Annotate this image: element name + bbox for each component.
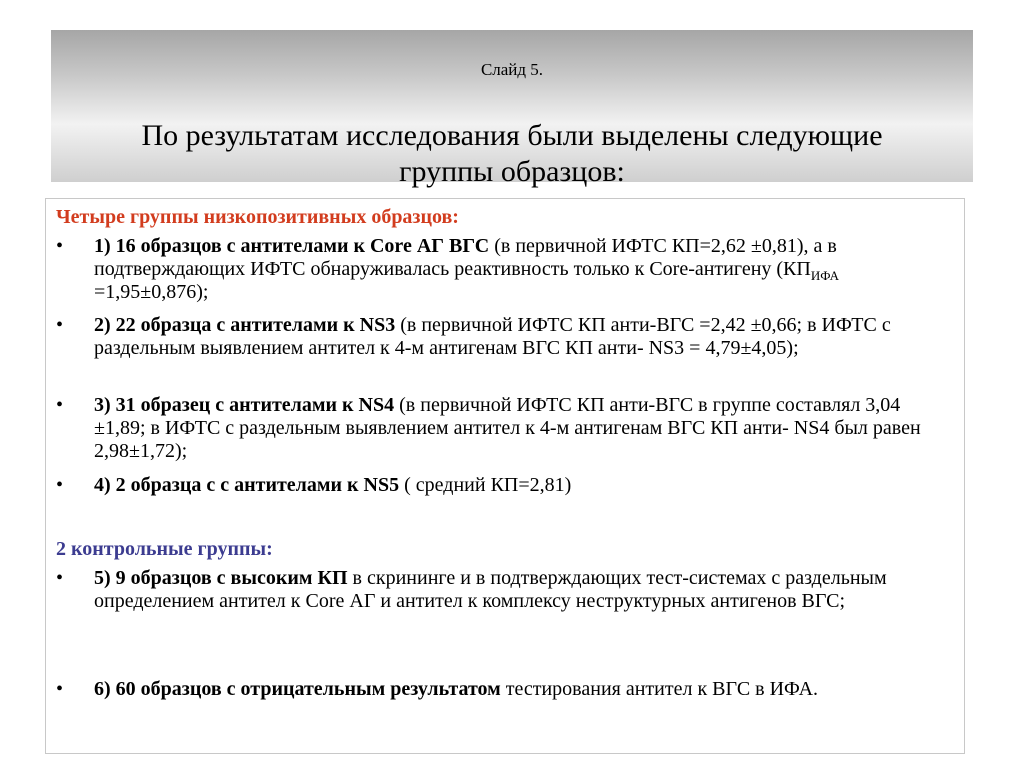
list-item-group-4 [56, 474, 956, 497]
bullet-icon: • [56, 474, 64, 496]
list-item-text [94, 314, 956, 360]
list-item-group-6 [56, 678, 956, 701]
subscript-label: ИФА [810, 268, 840, 283]
bullet-icon: • [56, 678, 64, 700]
list-item-group-3 [56, 394, 956, 463]
list-item-bold-label: 2) 22 образца с антителами к NS3 [94, 314, 396, 336]
slide-title-box [51, 30, 973, 188]
bullet-icon: • [56, 314, 64, 336]
list-item-bold-label: 1) 16 образцов с антителами к Core АГ ВГС [94, 235, 490, 257]
list-item-description: тестирования антител к ВГС в ИФА. [500, 678, 819, 700]
list-item-description: (в первичной ИФТС КП=2,62 ±0,81), а в подтверждающих ИФТС обнаруживалась реактивность только к Core-антигену (КП [94, 235, 837, 280]
list-item-group-2 [56, 314, 956, 360]
list-item-text [94, 394, 956, 463]
list-item-description: в скрининге и в подтверждающих тест-системах с раздельным определением антител к Core АГ и антител к комплексу неструктурных антигенов ВГС; [94, 567, 887, 612]
slide-number-label: Слайд 5. [480, 60, 544, 79]
list-item-text [94, 474, 956, 497]
list-item-text [94, 235, 956, 304]
list-item-text [94, 567, 956, 613]
list-item-group-5 [56, 567, 956, 613]
bullet-icon: • [56, 235, 64, 257]
list-item-description: (в первичной ИФТС КП анти-ВГС в группе составлял 3,04 ±1,89; в ИФТС с раздельным выявлением антител к 4-м антигенам ВГС КП анти- NS4 был равен 2,98±1,72); [94, 394, 921, 462]
low-positive-groups-heading: Четыре группы низкопозитивных образцов: [56, 206, 459, 228]
bullet-icon: • [56, 394, 64, 416]
list-item-description: ( средний КП=2,81) [399, 474, 572, 496]
list-item-bold-label: 6) 60 образцов с отрицательным результатом [94, 678, 501, 700]
list-item-text [94, 678, 956, 701]
list-item-bold-label: 5) 9 образцов с высоким КП [94, 567, 348, 589]
list-item-bold-label: 3) 31 образец с антителами к NS4 [94, 394, 395, 416]
list-item-bold-label: 4) 2 образца с с антителами к NS5 [94, 474, 400, 496]
slide-content-box [45, 198, 965, 754]
list-item-group-1 [56, 235, 956, 304]
slide-title: По результатам исследования были выделены следующие группы образцов: [141, 119, 883, 188]
control-groups-heading: 2 контрольные группы: [56, 538, 273, 560]
bullet-icon: • [56, 567, 64, 589]
list-item-description: (в первичной ИФТС КП анти-ВГС =2,42 ±0,66; в ИФТС с раздельным выявлением антител к 4-м антигенам ВГС КП анти- NS3 = 4,79±4,05); [94, 314, 891, 359]
list-item-description-end: =1,95±0,876); [94, 281, 209, 303]
